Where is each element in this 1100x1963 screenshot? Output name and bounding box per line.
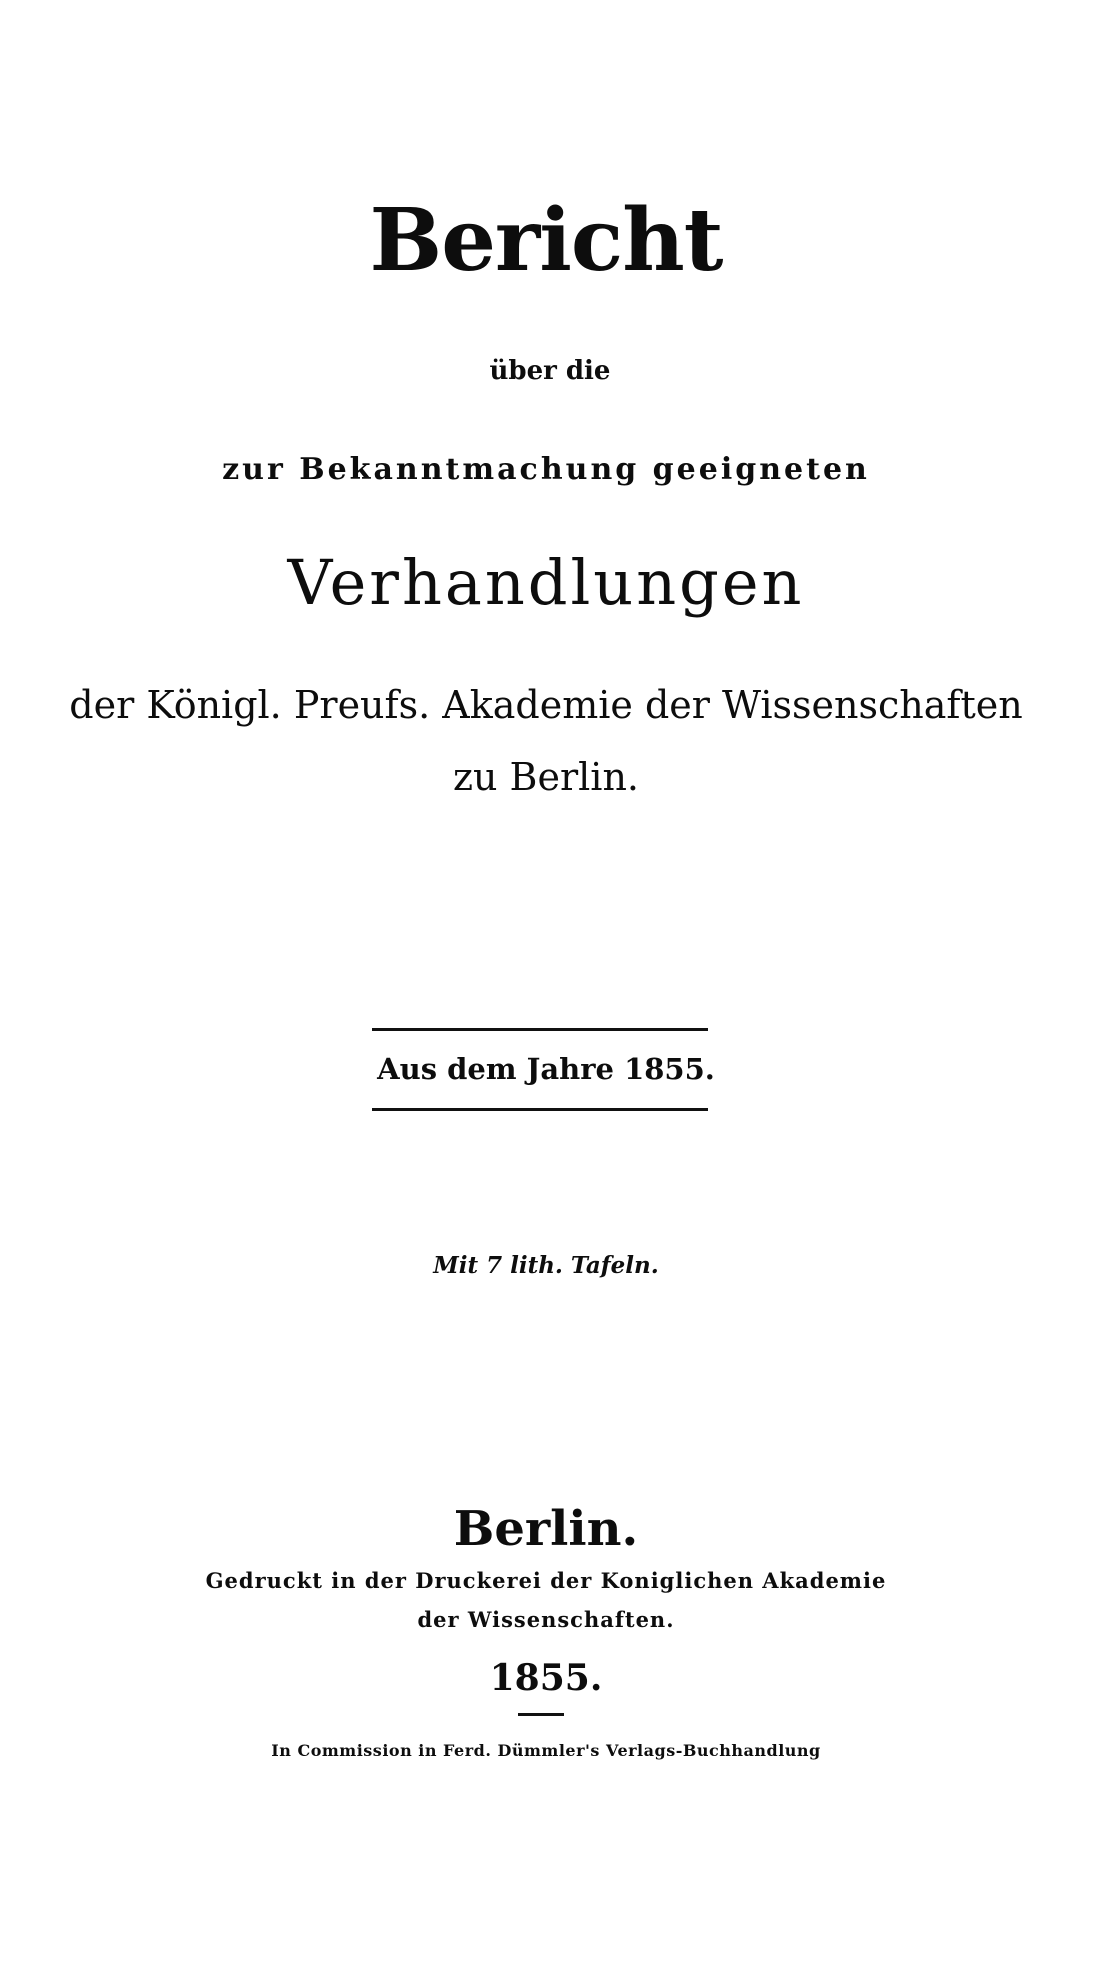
- subtitle-line-2: zur Bekanntmachung geeigneten: [222, 452, 870, 487]
- plates-note: Mit 7 lith. Tafeln.: [433, 1252, 659, 1279]
- printer-line-1: Gedruckt in der Druckerei der Koniglichen Akademie: [205, 1568, 887, 1593]
- short-rule: [518, 1713, 564, 1716]
- rule-above-year: [372, 1028, 708, 1031]
- institution-line-1: der Königl. Preufs. Akademie der Wissenschaften: [69, 683, 1023, 727]
- year-statement: Aus dem Jahre 1855.: [377, 1052, 715, 1086]
- subtitle-line-1: über die: [489, 356, 611, 386]
- imprint-city: Berlin.: [453, 1501, 639, 1557]
- page-title: Bericht: [369, 190, 723, 291]
- main-title: Verhandlungen: [287, 546, 805, 619]
- rule-below-year: [372, 1108, 708, 1111]
- commission-note: In Commission in Ferd. Dümmler's Verlags-Buchhandlung: [271, 1741, 821, 1760]
- institution-line-2: zu Berlin.: [452, 755, 639, 799]
- printer-line-2: der Wissenschaften.: [417, 1607, 675, 1632]
- imprint-year: 1855.: [489, 1657, 603, 1699]
